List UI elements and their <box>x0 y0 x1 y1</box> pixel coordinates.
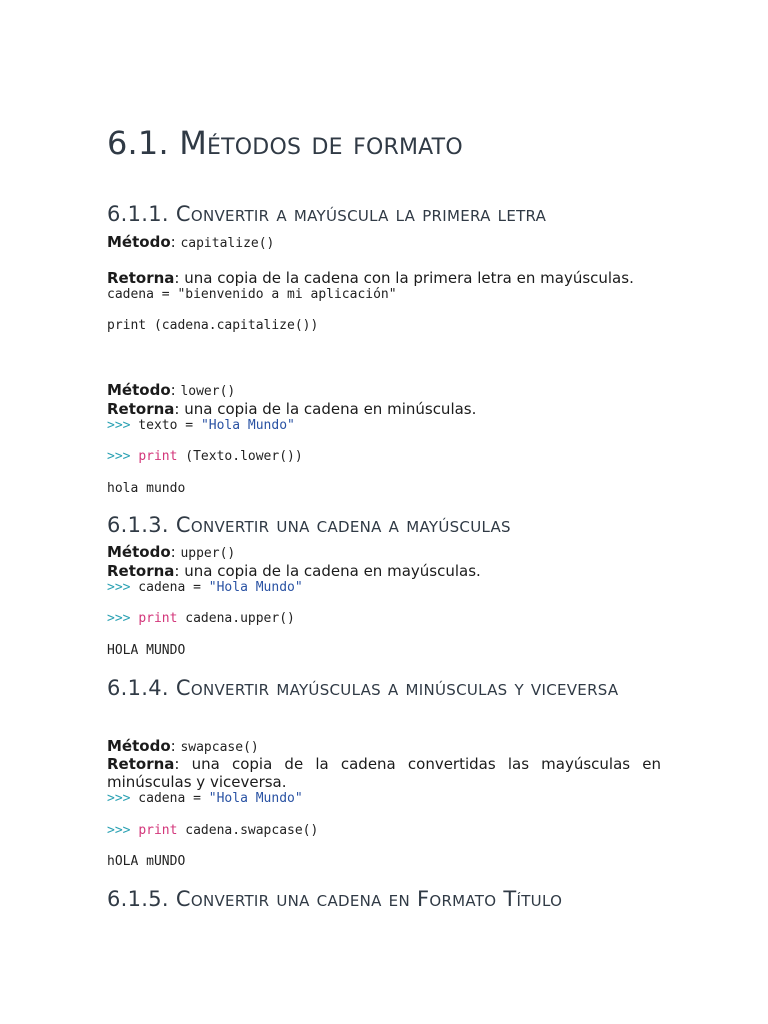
code-line <box>107 611 295 627</box>
prompt: >>> <box>107 580 131 595</box>
metodo-code: upper() <box>180 546 236 561</box>
code-output: hOLA mUNDO <box>107 854 186 869</box>
code-text: cadena = <box>130 791 209 806</box>
code-text: cadena.upper() <box>177 611 295 626</box>
prompt: >>> <box>107 449 131 464</box>
metodo-label: Método <box>107 543 171 561</box>
code-text: cadena.swapcase() <box>177 823 319 838</box>
page-title: 6.1. Métodos de formato <box>107 124 463 162</box>
metodo-line-capitalize: Método: capitalize() <box>107 233 275 251</box>
prompt: >>> <box>107 791 131 806</box>
metodo-code: capitalize() <box>180 236 275 251</box>
code-line <box>107 418 295 434</box>
code-line <box>107 823 318 839</box>
code-line <box>107 449 303 465</box>
code-text: (Texto.lower()) <box>177 449 303 464</box>
section-heading-capitalize: 6.1.1. Convertir a mayúscula la primera letra <box>107 202 547 226</box>
code-line <box>107 580 303 596</box>
section-heading-title: 6.1.5. Convertir una cadena en Formato Título <box>107 887 563 911</box>
retorna-line-swapcase <box>107 755 661 791</box>
retorna-label: Retorna <box>107 562 175 580</box>
retorna-text: : una copia de la cadena convertidas las mayúsculas en minúsculas y viceversa. <box>107 755 661 791</box>
metodo-code: lower() <box>180 384 236 399</box>
code-string: "Hola Mundo" <box>208 791 303 806</box>
code-keyword: print <box>138 823 178 838</box>
code-line: print (cadena.capitalize()) <box>107 318 319 333</box>
metodo-line-swapcase: Método: swapcase() <box>107 737 259 755</box>
retorna-label: Retorna <box>107 755 175 773</box>
prompt: >>> <box>107 418 131 433</box>
section-heading-swapcase: 6.1.4. Convertir mayúsculas a minúsculas y viceversa <box>107 676 619 700</box>
code-line: cadena = "bienvenido a mi aplicación" <box>107 287 397 302</box>
retorna-line-capitalize <box>107 269 661 287</box>
code-text: cadena = <box>130 580 209 595</box>
section-heading-upper: 6.1.3. Convertir una cadena a mayúsculas <box>107 513 511 537</box>
retorna-label: Retorna <box>107 400 175 418</box>
retorna-line-lower <box>107 400 661 418</box>
metodo-line-upper: Método: upper() <box>107 543 236 561</box>
prompt: >>> <box>107 823 131 838</box>
code-text: texto = <box>130 418 201 433</box>
retorna-text: : una copia de la cadena con la primera letra en mayúsculas. <box>174 269 634 287</box>
retorna-text: : una copia de la cadena en minúsculas. <box>174 400 477 418</box>
retorna-label: Retorna <box>107 269 175 287</box>
code-output: hola mundo <box>107 481 186 496</box>
metodo-label: Método <box>107 381 171 399</box>
retorna-line-upper <box>107 562 661 580</box>
metodo-label: Método <box>107 737 171 755</box>
metodo-line-lower: Método: lower() <box>107 381 236 399</box>
code-string: "Hola Mundo" <box>208 580 303 595</box>
code-keyword: print <box>138 449 178 464</box>
metodo-label: Método <box>107 233 171 251</box>
code-string: "Hola Mundo" <box>200 418 295 433</box>
code-keyword: print <box>138 611 178 626</box>
code-line <box>107 791 303 807</box>
prompt: >>> <box>107 611 131 626</box>
metodo-code: swapcase() <box>180 740 259 755</box>
retorna-text: : una copia de la cadena en mayúsculas. <box>174 562 481 580</box>
code-output: HOLA MUNDO <box>107 643 186 658</box>
